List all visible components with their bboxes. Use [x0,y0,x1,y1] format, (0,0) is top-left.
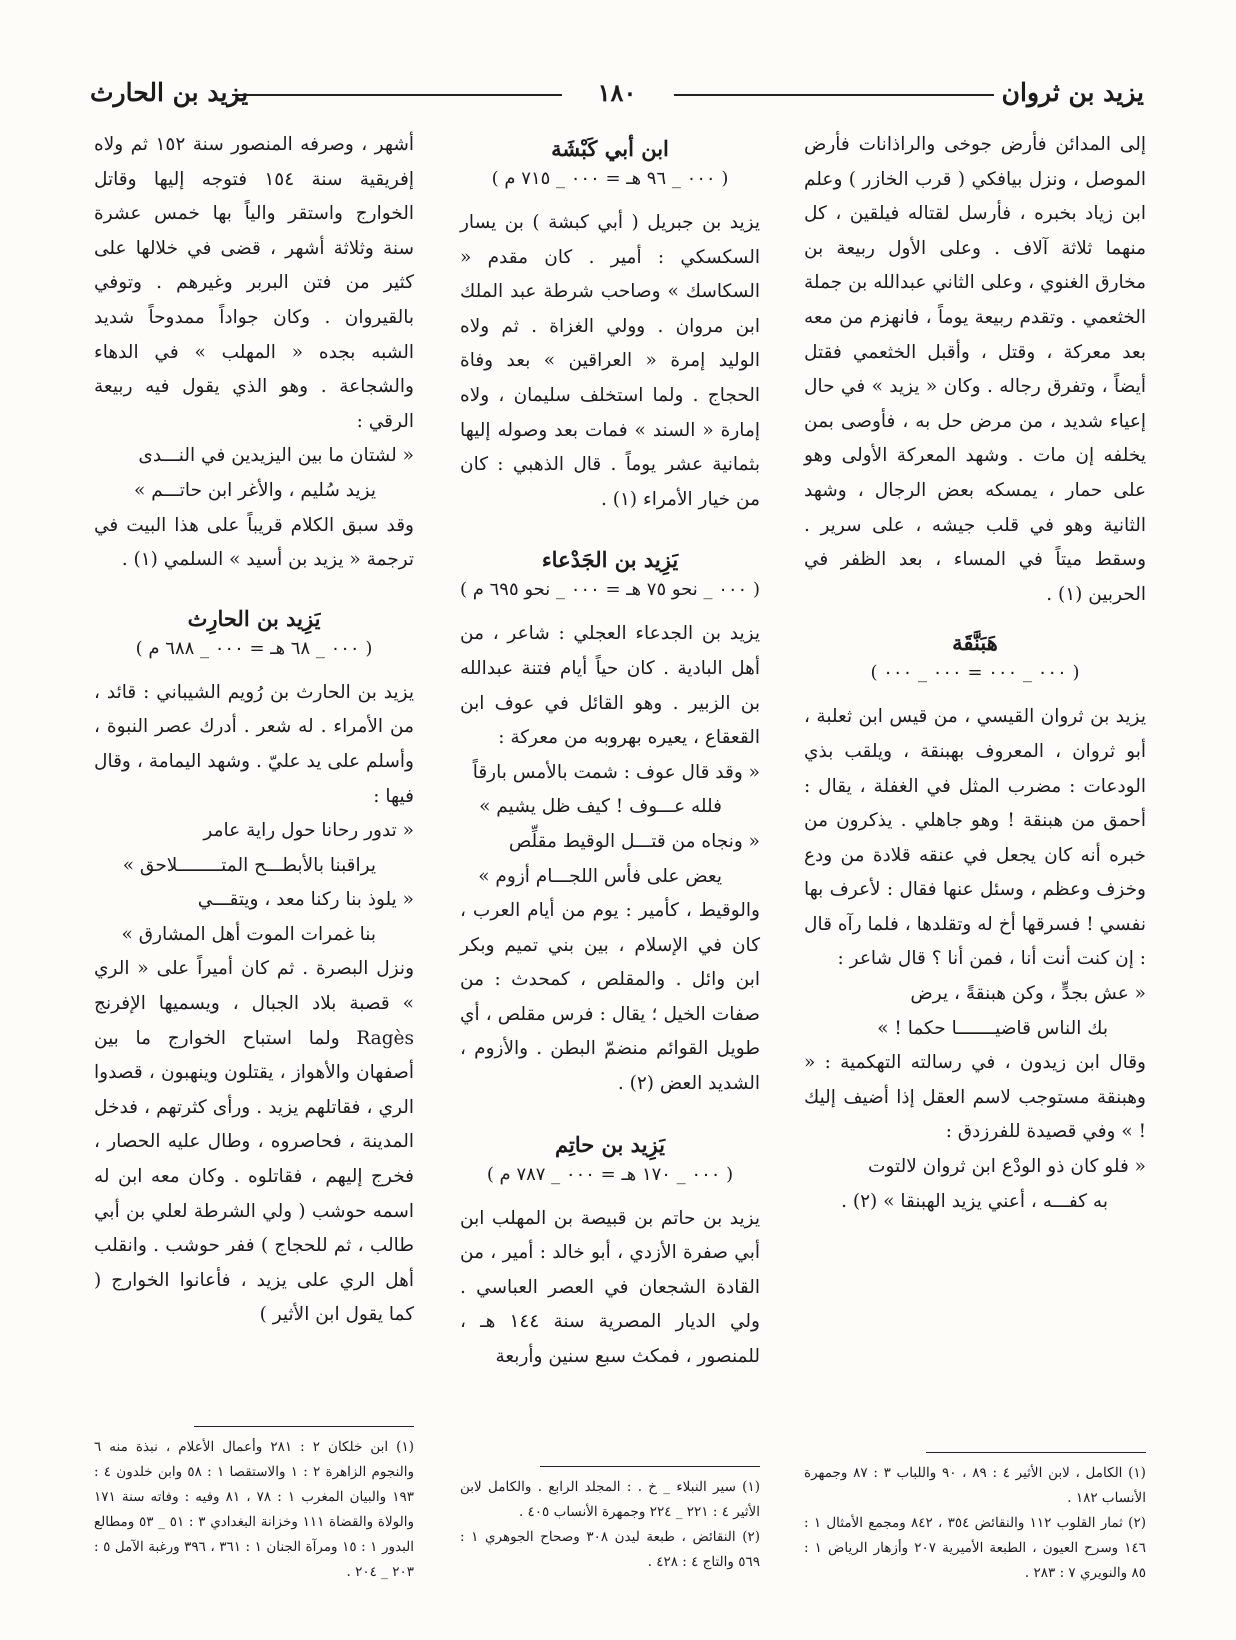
paragraph-text: يزيد بن الجدعاء العجلي : شاعر ، من أهل البادية . كان حياً أيام فتنة عبدالله بن الزبير . وهو القائل في عوف ابن القعقاع ، يعيره بهروبه من معركة : [460,623,760,749]
paragraph [804,128,1146,612]
verse-line: « عش بجدٍّ ، وكن هبنقةً ، يرض [910,983,1146,1005]
footnotes-middle [460,1466,760,1575]
verse-line: يعض على فأس اللجـــام أزوم » [478,865,722,887]
paragraph-text: وقد سبق الكلام قريباً على هذا البيت في ترجمة « يزيد بن أسيد » السلمي (١) . [94,514,414,571]
verse-line: « تدور رحانا حول راية عامر [203,820,414,842]
paragraph [804,700,1146,977]
verse-block [460,756,760,894]
footnote: (١) سير النبلاء _ خ . : المجلد الرابع . والكامل لابن الأثير ٤ : ٢٢١ _ ٢٢٤ وجمهرة الأنساب ٤٠٥ . [460,1479,760,1520]
paragraph-text: ونزل البصرة . ثم كان أميراً على « الري » قصبة بلاد الجبال ، ويسميها الإفرنج Ragès ولما استباح الخوارج ما بين أصفهان والأهواز ، يقتلون وينهبون ، قصدوا الري ، فقاتلهم يزيد . ورأى كثرتهم ، فدخل المدينة ، فحاصروه ، وطال عليه الحصار ، فخرج إليهم ، فقاتلوه . وكان معه ابن له اسمه حوشب ( ولي الشرطة لعلي بن أبي طالب ، ثم للحجاج ) ففر حوشب . وانقلب أهل الري على يزيد ، فأعانوا الخوارج ( كما يقول ابن الأثير ) [94,958,414,1326]
page-number: ١٨٠ [597,78,637,107]
verse-line: « لشتان ما بين اليزيدين في النـــدى [138,445,414,467]
verse-line: يراقبنا بالأبطـــح المتــــــــلاحق » [122,854,376,876]
footnotes-left [94,1426,414,1585]
entry-title: يَزِيد بن الحارِث [187,605,321,631]
verse-block [804,977,1146,1046]
footnote: (٢) النقائض ، طبعة ليدن ٣٠٨ وصحاح الجوهري ١ : ٥٦٩ والتاج ٤ : ٤٢٨ . [460,1529,761,1570]
paragraph [94,128,414,439]
column-middle [460,128,760,1375]
verse-block [94,814,414,952]
entry-dates: ( ٠٠٠ _ ٦٨ هـ = ٠٠٠ _ ٦٨٨ م ) [135,637,373,659]
verse-line: « وقد قال عوف : شمت بالأمس بارقاً [472,761,760,783]
footnote-rule [926,1452,1146,1453]
verse-line: « فلو كان ذو الودْع ابن ثروان لالتوت [868,1156,1146,1178]
footnote-rule [194,1426,414,1427]
footnote-rule [540,1466,760,1467]
running-title-left: يزيد بن الحارث [90,78,249,107]
paragraph [460,894,760,1102]
column-left [94,128,414,1333]
entry-title: يَزِيد بن حاتِم [555,1131,665,1157]
entry-dates: ( ٠٠٠ _ ٠٠٠ = ٠٠٠ _ ٠٠٠ ) [870,662,1080,684]
verse-line: يزيد سُليم ، والأغر ابن حاتـــم » [134,479,376,501]
entry-title: يَزِيد بن الجَدْعاء [541,547,679,573]
verse-line: فلله عـــوف ! كيف ظل يشيم » [479,796,722,818]
verse-line: « يلوذ بنا ركنا معد ، ويتقـــي [197,889,414,911]
paragraph [460,206,760,517]
verse-line: بك الناس قاضيـــــــا حكما ! » [877,1017,1108,1039]
paragraph-text: أشهر ، وصرفه المنصور سنة ١٥٢ ثم ولاه إفريقية سنة ١٥٤ فتوجه إليها وقاتل الخوارج واستقر والياً بها خمس عشرة سنة وثلاثة أشهر ، قضى في خلالها على كثير من فتن البربر وغيرهم . وتوفي بالقيروان . وكان جواداً ممدوحاً شديد الشبه بجده « المهلب » في الدهاء والشجاعة . وهو الذي يقول فيه ربيعة الرقي : [94,134,415,432]
paragraph-text: إلى المدائن فأرض جوخى والراذانات فأرض الموصل ، ونزل بيافكي ( قرب الخازر ) وعلم ابن زياد بخبره ، فأرسل لقتاله فيلقين ، كل منهما ثلاثة آلاف . وعلى الأول ربيعة بن مخارق الغنوي ، وعلى الثاني عبدالله بن جملة الخثعمي . وتقدم ربيعة يوماً ، فانهزم من معه بعد معركة ، وقتل ، وأقبل الخثعمي فقتل أيضاً ، وتفرق رجاله . وكان « يزيد » في حال إعياء شديد ، من مرض حل به ، فأوصى بمن يخلفه إن مات . وشهد المعركة الأولى وهو على حمار ، يمسكه بعض الرجال ، وشهد الثانية وهو في قلب جيشه ، على سرير . وسقط ميتاً في المساء ، بعد الظفر في الحربين (١) . [804,134,1146,605]
verse-block [94,439,414,508]
page-header [90,78,1144,118]
paragraph-text: وقال ابن زيدون ، في رسالته التهكمية : « وهبنقة مستوجب لاسم العقل إذا أضيف إليك ! » وفي قصيدة للفرزدق : [804,1052,1146,1143]
paragraph [460,1202,760,1375]
entry-dates: ( ٠٠٠ _ ٩٦ هـ = ٠٠٠ _ ٧١٥ م ) [491,168,729,189]
paragraph [460,617,760,755]
paragraph-text: والوقيط ، كأمير : يوم من أيام العرب ، كان في الإسلام ، بين بني تميم وبكر ابن وائل . والمقلص ، كمحدث : من صفات الخيل ؛ يقال : فرس مقلص ، أي طويل القوائم منضمّ البطن . والأزوم ، الشديد العض (٢) . [460,900,760,1095]
paragraph-text: يزيد بن ثروان القيسي ، من قيس ابن ثعلبة ، أبو ثروان ، المعروف بهبنقة ، ويلقب بذي الودعات : مضرب المثل في الغفلة ، يقال : أحمق من هبنقة ! وهو جاهلي . يذكرون من خبره أنه كان يجعل في عنقه قلادة من ودع وخزف وعظم ، وسئل عنها فقال : لأعرف بها نفسي ! فسرقها أخ له وتقلدها ، فلما رآه قال : إن كنت أنت أنا ، فمن أنا ؟ قال شاعر : [804,706,1146,970]
footnote: (١) الكامل ، لابن الأثير ٤ : ٨٩ ، ٩٠ واللباب ٣ : ٨٧ وجمهرة الأنساب ١٨٢ . [804,1465,1146,1506]
entry-dates: ( ٠٠٠ _ ١٧٠ هـ = ٠٠٠ _ ٧٨٧ م ) [486,1163,734,1185]
footnote: (١) ابن خلكان ٢ : ٢٨١ وأعمال الأعلام ، نبذة منه ٦ والنجوم الزاهرة ٢ : ١ والاستقصا ١ : ٥٨ وابن خلدون ٤ : ١٩٣ والبيان المغرب ١ : ٧٨ ، ٨١ وفيه : وفاته سنة ١٧١ والولاة والقضاة ١١١ وخزانة البغدادي ٣ : ٥١ _ ٥٣ ومطالع البدور ١ : ١٥ ومرآة الجنان ١ : ٣٦١ ، ٣٩٦ ورغبة الآمل ٥ : ٢٠٣ _ ٢٠٤ . [94,1439,415,1580]
footnotes-right [804,1452,1146,1586]
entry-dates: ( ٠٠٠ _ نحو ٧٥ هـ = ٠٠٠ _ نحو ٦٩٥ م ) [460,579,760,601]
paragraph [94,676,414,814]
paragraph [94,509,414,578]
paragraph-text: يزيد بن حاتم بن قبيصة بن المهلب ابن أبي صفرة الأزدي ، أبو خالد : أمير ، من القادة الشجعان في العصر العباسي . ولي الديار المصرية سنة ١٤٤ هـ ، للمنصور ، فمكث سبع سنين وأربعة [460,1207,760,1368]
column-right [804,128,1146,1219]
running-title-right: يزيد بن ثروان [1001,78,1144,107]
verse-line: « ونجاه من قتـــل الوقيط مقلِّص [508,830,760,852]
paragraph-text: يزيد بن الحارث بن رُويم الشيباني : قائد ، من الأمراء . له شعر . أدرك عصر النبوة ، وأسلم على يد عليّ . وشهد اليمامة ، وقال فيها : [94,681,414,807]
paragraph-text: يزيد بن جبريل ( أبي كبشة ) بن يسار السكسكي : أمير . كان مقدم « السكاسك » وصاحب شرطة عبد الملك ابن مروان . وولي الغزاة . ثم ولاه الوليد إمرة « العراقين » بعد وفاة الحجاج . ولما استخلف سليمان ، ولاه إمارة « السند » فمات بعد وصوله إليها بثمانية عشر يوماً . قال الذهبي : كان من خيار الأمراء (١) . [460,212,760,510]
footnote: (٢) ثمار القلوب ١١٢ والنقائض ٣٥٤ ، ٨٤٢ ومجمع الأمثال ١ : ١٤٦ وسرح العيون ، الطبعة الأميرية ٢٠٧ وأزهار الرياض ١ : ٨٥ والنويري ٧ : ٢٨٣ . [804,1515,1147,1581]
header-rule-left [232,94,562,96]
paragraph [94,952,414,1333]
verse-block [804,1150,1146,1219]
entry-title: ابن أبي كَبْشَة [551,136,669,161]
verse-line: بنا غمرات الموت أهل المشارق » [121,923,376,945]
paragraph [804,1046,1146,1150]
verse-line: به كفـــه ، أعني يزيد الهبنقا » (٢) . [841,1190,1108,1212]
entry-title: هَبَنَّقَة [952,630,998,656]
